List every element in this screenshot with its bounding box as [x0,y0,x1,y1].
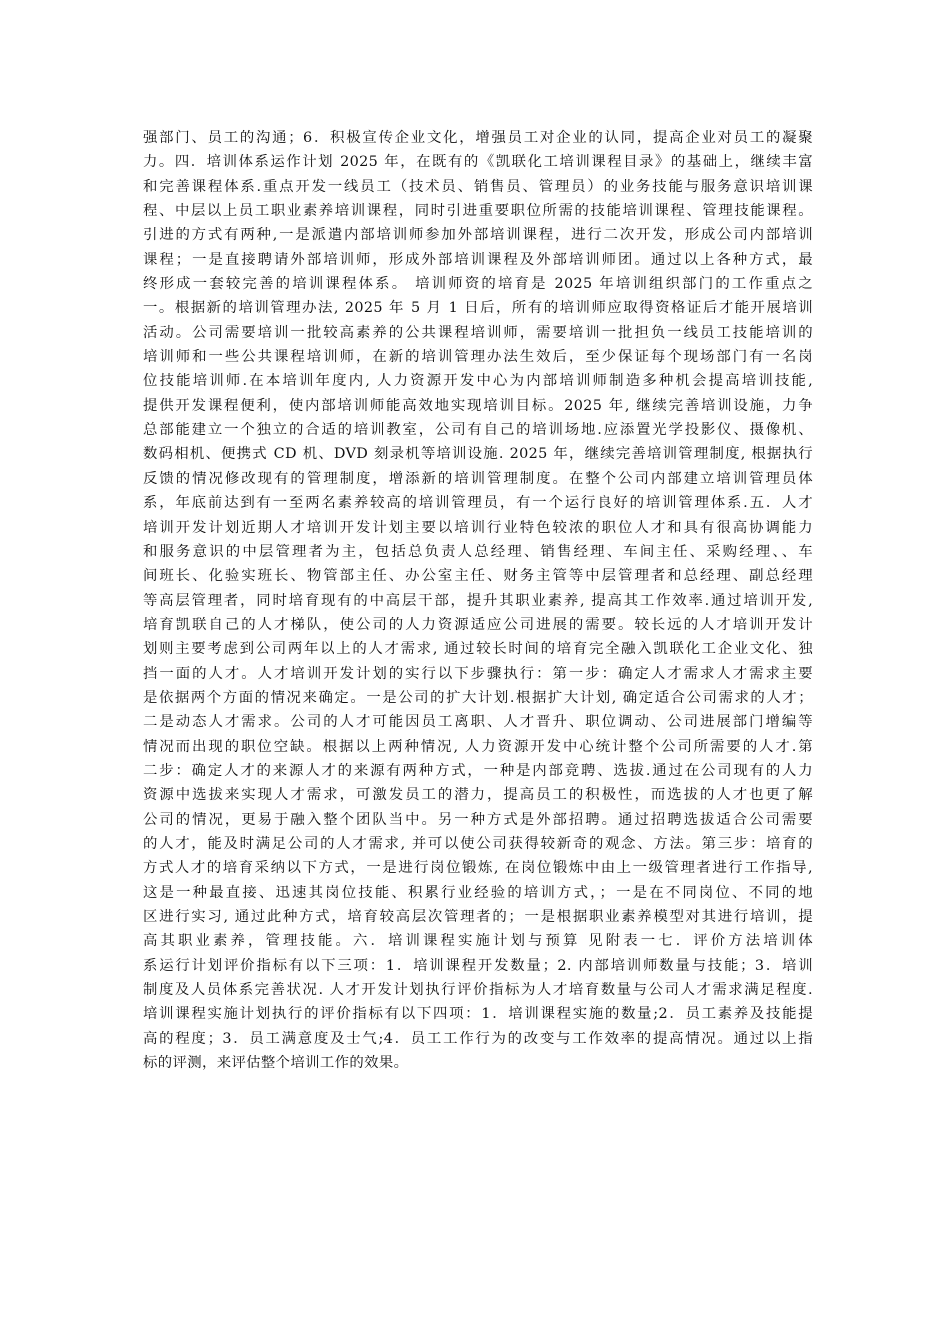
text-line: 挡一面的人才。人才培训开发计划的实行以下步骤执行：第一步：确定人才需求人才需求主要 [143,665,813,682]
text-line: 程、中层以上员工职业素养培训课程，同时引进重要职位所需的技能培训课程、管理技能课程。 [143,203,813,220]
text-line: 培训课程实施计划执行的评价指标有以下四项：1．培训课程实施的数量;2．员工素养及技能提 [143,1006,813,1023]
text-line: 培育凯联自己的人才梯队，使公司的人力资源适应公司进展的需要。较长远的人才培训开发计 [143,616,813,633]
text-line: 划则主要考虑到公司两年以上的人才需求, 通过较长时间的培育完全融入凯联化工企业文化、独 [143,641,813,658]
text-line: 情况而出现的职位空缺。根据以上两种情况, 人力资源开发中心统计整个公司所需要的人才.第 [143,738,813,755]
text-line: 系运行计划评价指标有以下三项：1．培训课程开发数量；2. 内部培训师数量与技能；3．培训 [143,957,813,974]
text-line: 反馈的情况修改现有的管理制度，增添新的培训管理制度。在整个公司内部建立培训管理员体 [143,470,813,487]
text-line: 高其职业素养，管理技能。六．培训课程实施计划与预算 见附表一七．评价方法培训体 [143,933,813,950]
text-line: 标的评测，来评估整个培训工作的效果。 [143,1055,409,1072]
text-line: 培训师和一些公共课程培训师，在新的培训管理办法生效后，至少保证每个现场部门有一名岗 [143,349,813,366]
text-line: 区进行实习, 通过此种方式，培育较高层次管理者的；一是根据职业素养模型对其进行培训，提 [143,909,813,925]
text-line: 间班长、化验实班长、物管部主任、办公室主任、财务主管等中层管理者和总经理、副总经理 [143,568,813,585]
text-line: 位技能培训师.在本培训年度内, 人力资源开发中心为内部培训师制造多种机会提高培训技能, [143,373,813,390]
text-line: 系，年底前达到有一至两名素养较高的培训管理员，有一个运行良好的培训管理体系.五．人才 [143,495,813,512]
text-line: 二步：确定人才的来源人才的来源有两种方式，一种是内部竞聘、选拔.通过在公司现有的人力 [143,762,813,779]
text-line: 二是动态人才需求。公司的人才可能因员工离职、人才晋升、职位调动、公司进展部门增编等 [143,714,813,731]
text-line: 高的程度；3．员工满意度及士气;4．员工工作行为的改变与工作效率的提高情况。通过以上指 [143,1030,813,1047]
text-line: 等高层管理者，同时培育现有的中高层干部，提升其职业素养, 提高其工作效率.通过培训开发, [143,592,813,609]
text-line: 和服务意识的中层管理者为主，包括总负责人总经理、销售经理、车间主任、采购经理、、车 [143,543,813,560]
text-line: 制度及人员体系完善状况. 人才开发计划执行评价指标为人才培育数量与公司人才需求满足程度. [143,982,813,999]
text-line: 和完善课程体系.重点开发一线员工（技术员、销售员、管理员）的业务技能与服务意识培训课 [143,178,813,195]
body-text [143,126,813,1075]
text-line: 终形成一套较完善的培训课程体系。 培训师资的培育是 2025 年培训组织部门的工作重点之 [143,276,813,293]
text-line: 课程；一是直接聘请外部培训师，形成外部培训课程及外部培训师团。通过以上各种方式，最 [143,251,813,268]
text-line: 数码相机、便携式 CD 机、DVD 刻录机等培训设施. 2025 年，继续完善培训管理制度, 根据执行 [143,446,813,463]
text-line: 培训开发计划近期人才培训开发计划主要以培训行业特色较浓的职位人才和具有很高协调能力 [143,519,813,536]
text-line: 提供开发课程便利，使内部培训师能高效地实现培训目标。2025 年, 继续完善培训设施，力争 [143,397,813,414]
text-line: 强部门、员工的沟通；6．积极宣传企业文化，增强员工对企业的认同，提高企业对员工的凝聚 [143,130,813,146]
text-line: 力。四．培训体系运作计划 2025 年，在既有的《凯联化工培训课程目录》的基础上，继续丰富 [143,154,813,171]
text-line: 资源中选拔来实现人才需求，可激发员工的潜力，提高员工的积极性，而选拔的人才也更了解 [143,787,813,804]
text-line: 活动。公司需要培训一批较高素养的公共课程培训师，需要培训一批担负一线员工技能培训的 [143,324,813,341]
text-line: 这是一种最直接、迅速其岗位技能、积累行业经验的培训方式，；一是在不同岗位、不同的地 [143,884,813,901]
text-line: 公司的情况，更易于融入整个团队当中。另一种方式是外部招聘。通过招聘选拔适合公司需要 [143,811,813,828]
text-line: 总部能建立一个独立的合适的培训教室，公司有自己的培训场地.应添置光学投影仪、摄像机、 [143,422,813,439]
text-line: 的人才，能及时满足公司的人才需求, 并可以使公司获得较新奇的观念、方法。第三步：培育的 [143,835,813,852]
text-line: 引进的方式有两种,一是派遣内部培训师参加外部培训课程，进行二次开发，形成公司内部培训 [143,227,813,244]
text-line: 方式人才的培育采纳以下方式，一是进行岗位锻炼, 在岗位锻炼中由上一级管理者进行工作指导, [143,860,813,877]
text-line: 一。根据新的培训管理办法, 2025 年 5 月 1 日后，所有的培训师应取得资格证后才能开展培训 [143,300,813,317]
text-line: 是依据两个方面的情况来确定。一是公司的扩大计划.根据扩大计划, 确定适合公司需求的人才； [143,689,813,706]
